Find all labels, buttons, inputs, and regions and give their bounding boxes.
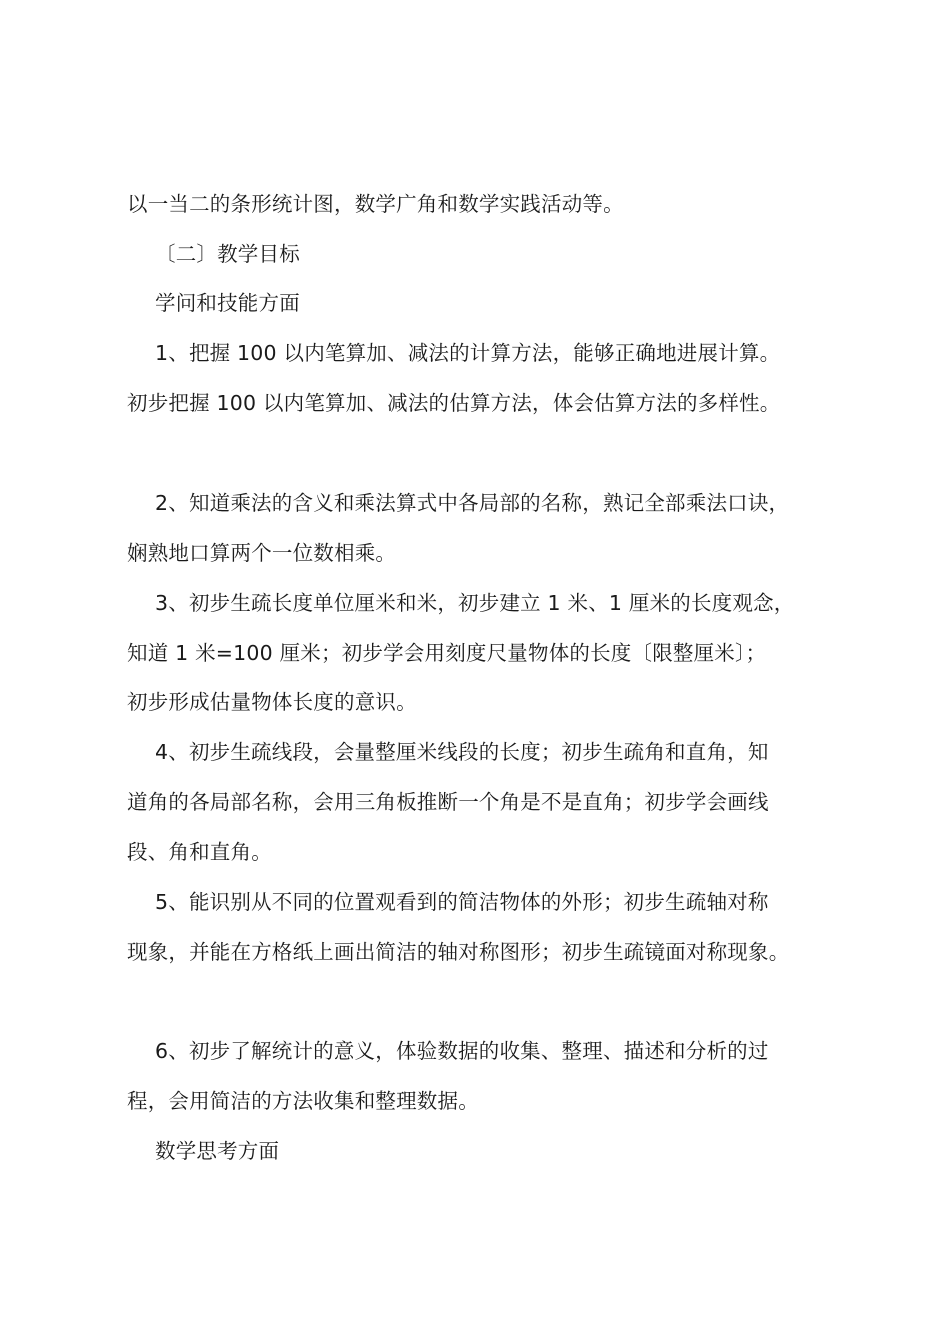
subsection-heading: 学问和技能方面	[155, 291, 300, 315]
text-line: 5、能识别从不同的位置观看到的简洁物体的外形；初步生疏轴对称	[155, 890, 769, 914]
text-line: 2、知道乘法的含义和乘法算式中各局部的名称，熟记全部乘法口诀，	[155, 491, 790, 515]
text-line: 娴熟地口算两个一位数相乘。	[127, 541, 397, 565]
text-line: 以一当二的条形统计图，数学广角和数学实践活动等。	[127, 192, 624, 216]
text-line: 初步把握 100 以内笔算加、减法的估算方法，体会估算方法的多样性。	[127, 391, 781, 415]
text-line: 3、初步生疏长度单位厘米和米，初步建立 1 米、1 厘米的长度观念，	[155, 591, 795, 615]
text-line: 1、把握 100 以内笔算加、减法的计算方法，能够正确地进展计算。	[155, 341, 781, 365]
text-line: 现象，并能在方格纸上画出简洁的轴对称图形；初步生疏镜面对称现象。	[127, 940, 790, 964]
text-line: 初步形成估量物体长度的意识。	[127, 690, 417, 714]
text-line: 段、角和直角。	[127, 840, 272, 864]
text-line: 知道 1 米=100 厘米；初步学会用刻度尺量物体的长度〔限整厘米〕；	[127, 641, 767, 665]
section-heading: 〔二〕教学目标	[155, 242, 300, 266]
text-line: 4、初步生疏线段，会量整厘米线段的长度；初步生疏角和直角，知	[155, 740, 769, 764]
subsection-heading: 数学思考方面	[155, 1139, 280, 1163]
text-line: 6、初步了解统计的意义，体验数据的收集、整理、描述和分析的过	[155, 1039, 769, 1063]
text-line: 程，会用简洁的方法收集和整理数据。	[127, 1089, 479, 1113]
text-line: 道角的各局部名称，会用三角板推断一个角是不是直角；初步学会画线	[127, 790, 769, 814]
